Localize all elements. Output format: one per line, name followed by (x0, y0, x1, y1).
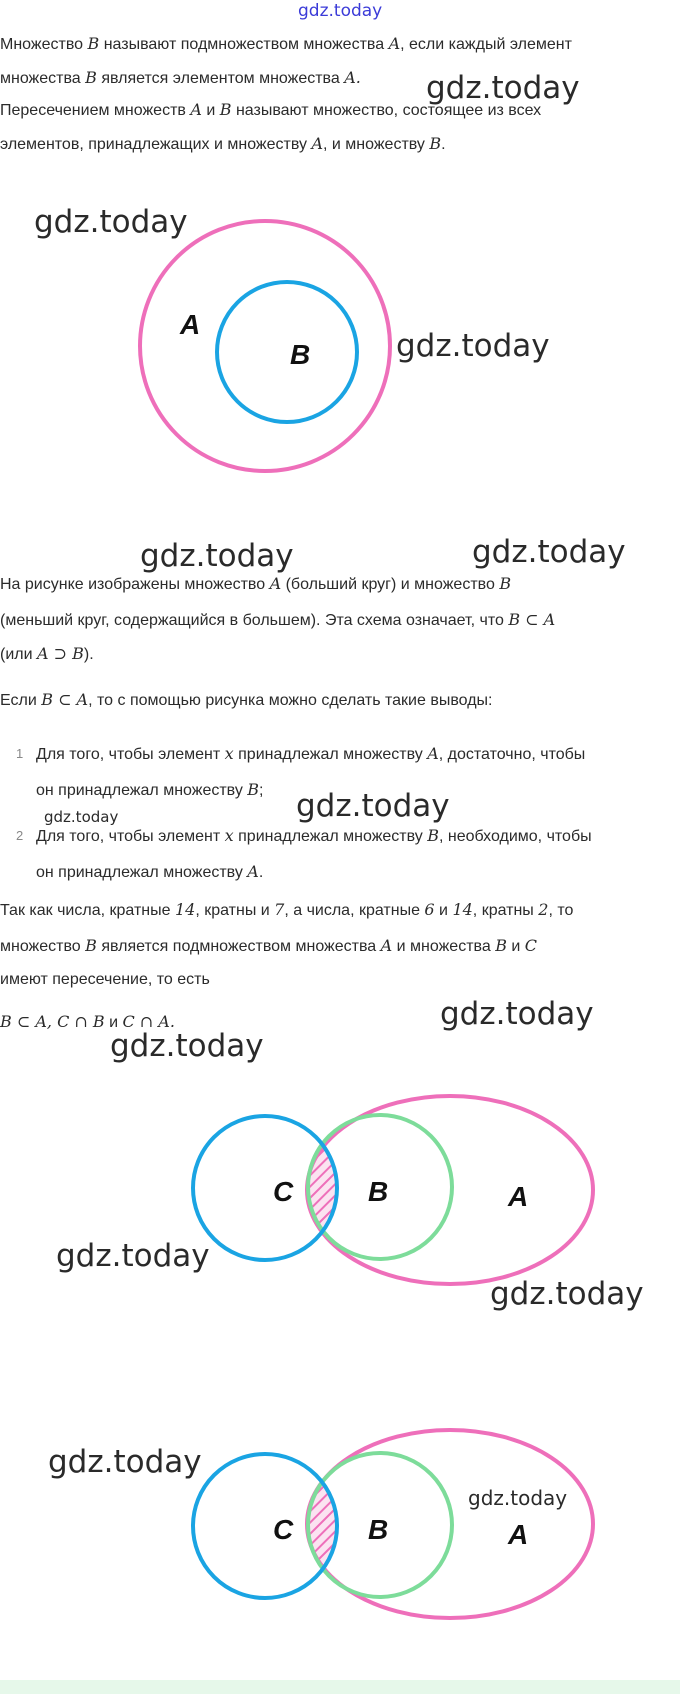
explain-line2 (0, 602, 676, 639)
list-text: он принадлежал множеству A. (36, 862, 264, 881)
text: , если каждый элемент (400, 36, 572, 53)
watermark: gdz.today (468, 1486, 568, 1510)
label-b: B (368, 1514, 389, 1545)
math-var: B (499, 574, 512, 593)
explain-line4 (0, 682, 676, 719)
watermark: gdz.today (490, 1276, 644, 1312)
math-var: A (311, 134, 324, 153)
text: множества (0, 70, 86, 87)
watermark: gdz.today (396, 328, 550, 364)
subset-diagram (0, 200, 680, 500)
label-c: C (273, 1514, 294, 1545)
watermark: gdz.today (110, 1028, 264, 1064)
text: называют множество, состоящее из всех (231, 102, 542, 119)
watermark: gdz.today (48, 1444, 202, 1480)
math-expr: B ⊂ A (41, 690, 89, 709)
label-a: A (508, 1181, 529, 1212)
text: (больший круг) и множество (281, 576, 500, 593)
math-var: A (190, 100, 202, 119)
list-text: он принадлежал множеству B; (36, 780, 264, 799)
text: Множество (0, 36, 88, 53)
text: и (201, 102, 220, 119)
text: Пересечением множеств (0, 102, 191, 119)
set-b-circle (217, 282, 357, 422)
text: На рисунке изображены множество (0, 576, 270, 593)
watermark-top: gdz.today (298, 1, 383, 21)
text: Если (0, 692, 42, 709)
text: элементов, принадлежащих и множеству (0, 136, 312, 153)
math-var: B (219, 100, 232, 119)
label-a: A (508, 1519, 529, 1550)
footer-bar (0, 1680, 680, 1694)
list-text: Для того, чтобы элемент x принадлежал множеству A, достаточно, чтобы (36, 744, 586, 763)
math-var: B (85, 68, 97, 87)
watermark: gdz.today (296, 788, 450, 824)
watermark: gdz.today (44, 808, 119, 826)
list-number: 1 (16, 746, 24, 761)
math-var: A (269, 574, 282, 593)
list-text: Для того, чтобы элемент x принадлежал множеству B, необходимо, чтобы (36, 826, 592, 845)
math-var: B (429, 134, 442, 153)
math-expr: A ⊃ B (36, 644, 84, 663)
conclusion-line2: множество B является подмножеством множества A и множества B и C (0, 936, 538, 955)
explain-line1 (0, 566, 676, 603)
math-var: A (388, 34, 401, 53)
label-a: A (180, 309, 201, 340)
text: (или (0, 646, 37, 663)
watermark: gdz.today (426, 70, 580, 106)
watermark: gdz.today (472, 534, 626, 570)
text: . (441, 136, 446, 153)
text: называют подмножеством множества (99, 36, 389, 53)
text: является элементом множества (96, 70, 345, 87)
definition-subset-line1 (0, 26, 676, 63)
conclusion-line3: имеют пересечение, то есть (0, 971, 210, 988)
text: , и множеству (323, 136, 430, 153)
label-b: B (290, 339, 311, 370)
label-b: B (368, 1176, 389, 1207)
set-a-circle (140, 221, 390, 471)
conclusion-line1: Так как числа, кратные 14, кратны и 7, а числа, кратные 6 и 14, кратны 2, то (0, 900, 574, 919)
watermark: gdz.today (34, 204, 188, 240)
label-c: C (273, 1176, 294, 1207)
watermark: gdz.today (56, 1238, 210, 1274)
conclusion-formula: B ⊂ A, C ∩ B и C ∩ A. (0, 1012, 175, 1031)
text: , то с помощью рисунка можно сделать такие выводы: (88, 692, 493, 709)
math-var: B (87, 34, 100, 53)
math-var: A. (344, 68, 361, 87)
text: (меньший круг, содержащийся в большем). Эта схема означает, что (0, 612, 509, 629)
definition-intersection-line2 (0, 126, 676, 163)
math-expr: B ⊂ A (508, 610, 556, 629)
watermark: gdz.today (440, 996, 594, 1032)
watermark: gdz.today (140, 538, 294, 574)
explain-line3 (0, 636, 676, 673)
text: ). (83, 646, 94, 663)
list-number: 2 (16, 828, 24, 843)
